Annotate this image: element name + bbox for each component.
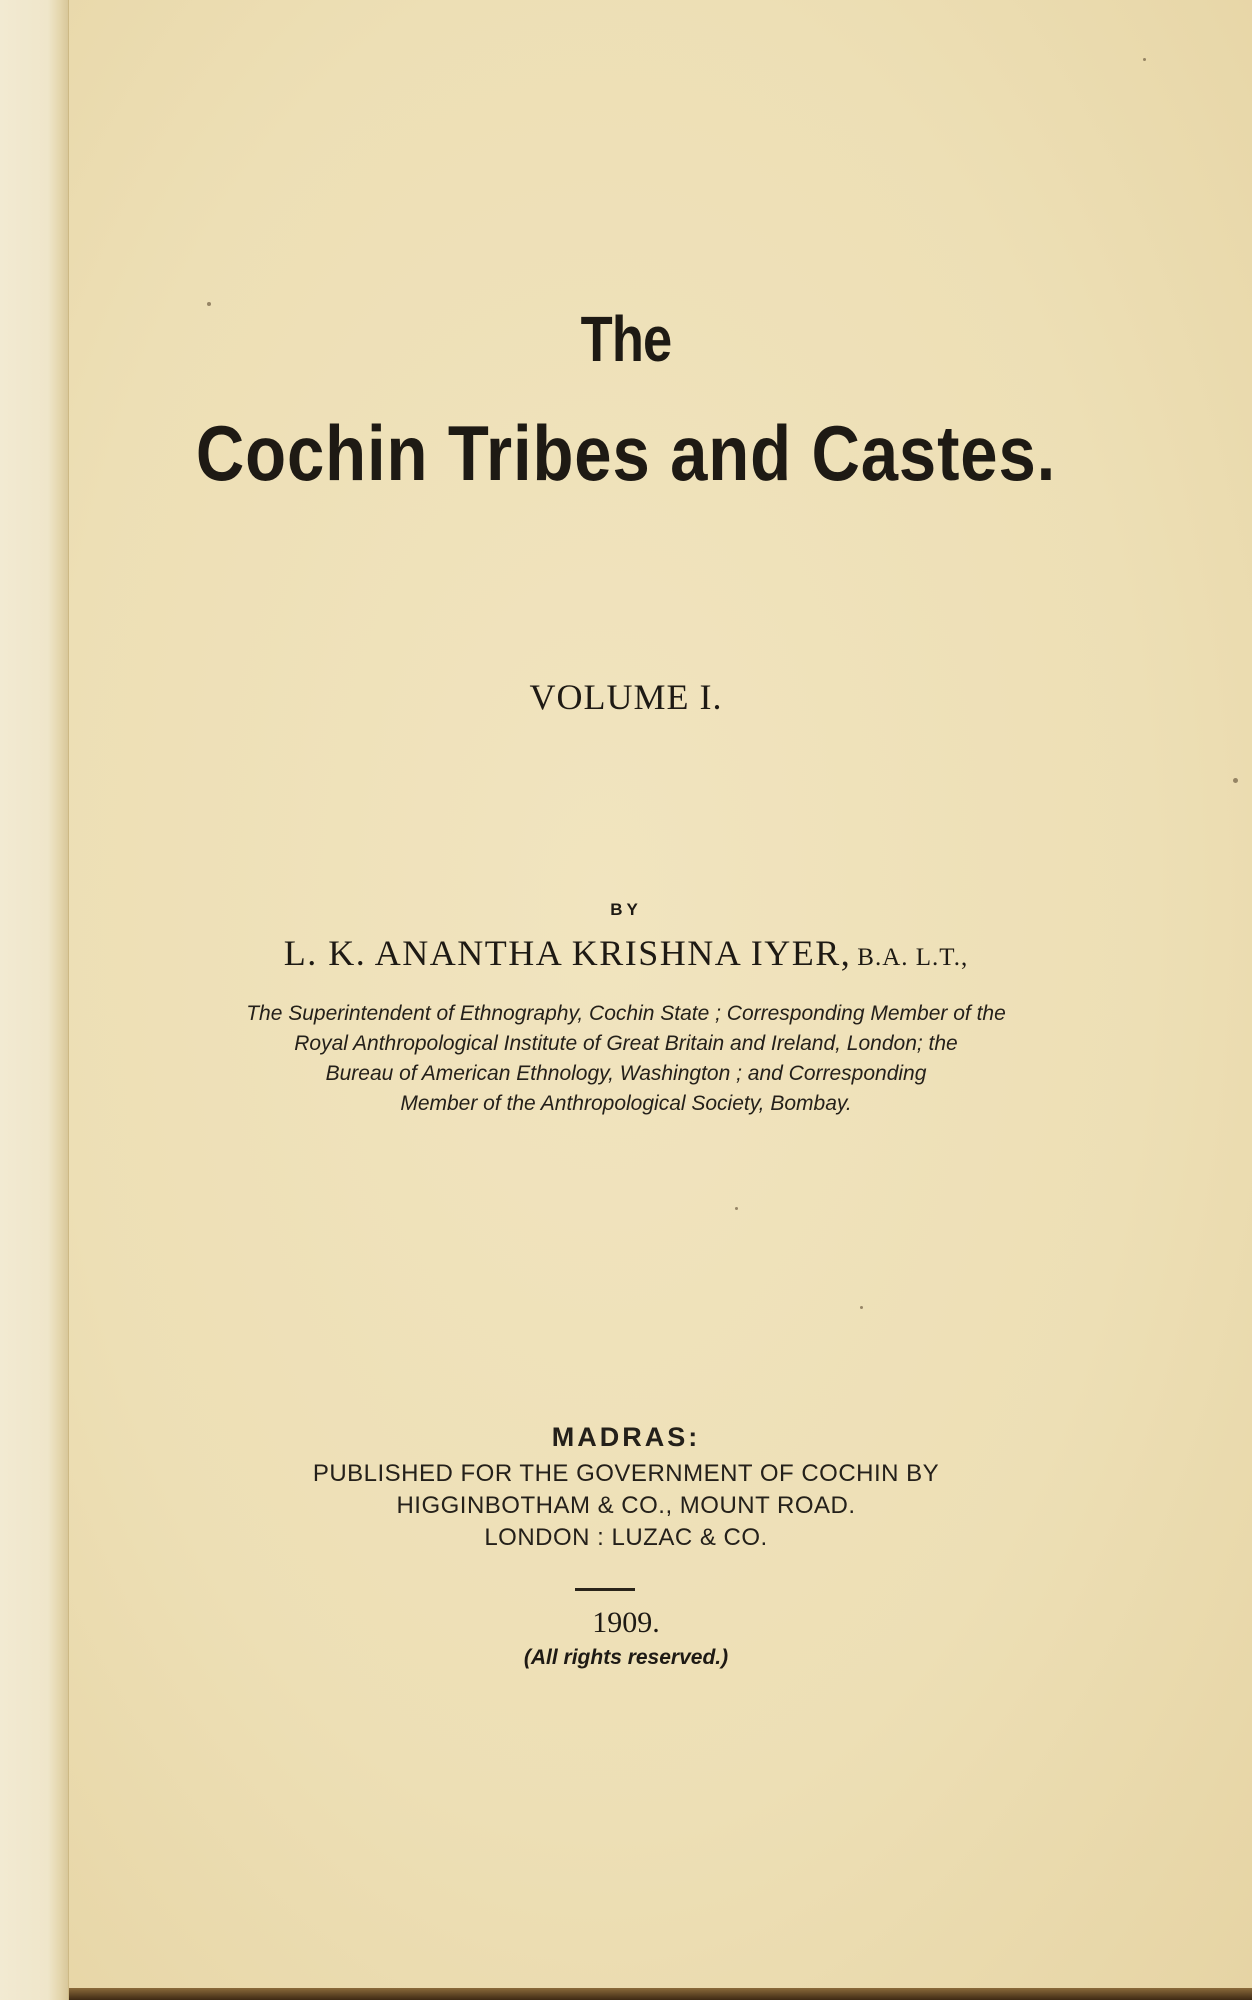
volume-label: VOLUME I. [529, 677, 723, 717]
book-gutter [0, 0, 69, 2000]
divider-rule [575, 1588, 635, 1591]
publisher-line: PUBLISHED FOR THE GOVERNMENT OF COCHIN BY [312, 1460, 940, 1487]
title-page [69, 0, 1252, 2000]
paper-speck [860, 1306, 863, 1309]
paper-speck [735, 1207, 738, 1210]
by-label: BY [610, 900, 642, 919]
author-line [0, 932, 1252, 974]
publisher-line: LONDON : LUZAC & CO. [484, 1524, 768, 1551]
credentials-line: Member of the Anthropological Society, Bombay. [400, 1092, 852, 1115]
rights-notice: (All rights reserved.) [523, 1646, 729, 1669]
publisher-line: HIGGINBOTHAM & CO., MOUNT ROAD. [396, 1492, 856, 1519]
publication-year: 1909. [592, 1606, 660, 1639]
paper-speck [1143, 58, 1146, 61]
author-degrees: B.A. L.T., [857, 944, 969, 971]
book-title: Cochin Tribes and Castes. [195, 409, 1057, 497]
title-the: The [580, 303, 672, 375]
publisher-city: MADRAS: [551, 1422, 701, 1452]
credentials-line: The Superintendent of Ethnography, Cochin State ; Corresponding Member of the [246, 1002, 1006, 1025]
credentials-line: Royal Anthropological Institute of Great Britain and Ireland, London; the [294, 1032, 958, 1055]
paper-speck [1233, 778, 1238, 783]
author-name: L. K. ANANTHA KRISHNA IYER, [283, 933, 852, 973]
credentials-line: Bureau of American Ethnology, Washington ; and Corresponding [325, 1062, 927, 1085]
page-bottom-edge [69, 1988, 1252, 2000]
